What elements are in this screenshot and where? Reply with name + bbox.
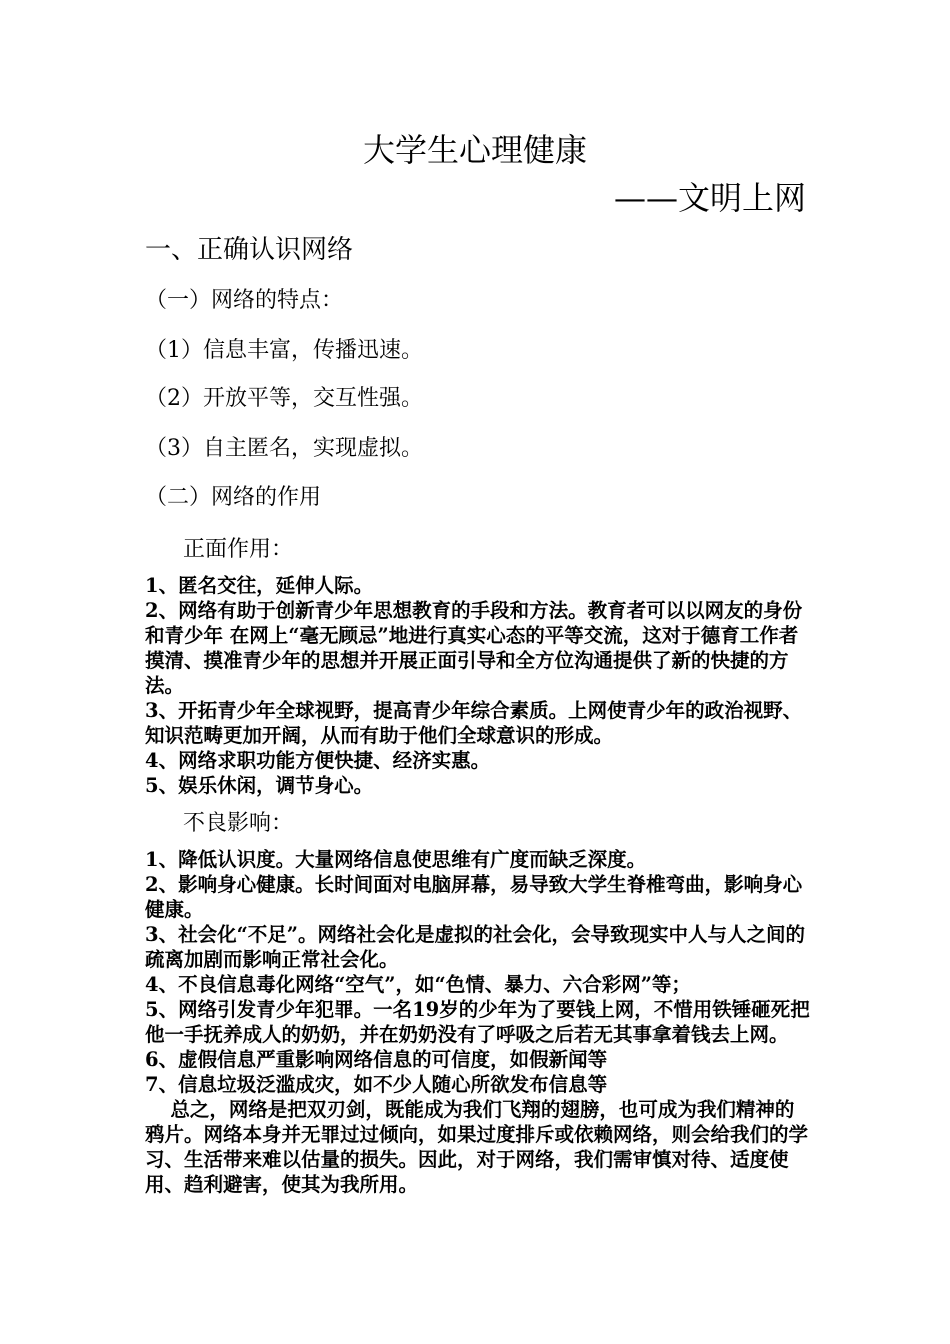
- feature-item: （1）信息丰富，传播迅速。: [145, 338, 423, 363]
- list-item: 5、娱乐休闲，调节身心。: [145, 774, 374, 797]
- section-heading: 一、正确认识网络: [145, 235, 354, 265]
- list-item: 3、社会化“不足”。网络社会化是虚拟的社会化，会导致现实中人与人之间的疏离加剧而影响正常社会化。: [145, 923, 806, 971]
- list-item: 3、开拓青少年全球视野，提高青少年综合素质。上网使青少年的政治视野、知识范畴更加开阔，从而有助于他们全球意识的形成。: [145, 699, 803, 747]
- positive-list: [145, 573, 813, 798]
- feature-item: （2）开放平等，交互性强。: [145, 386, 423, 411]
- feature-item: （3）自主匿名，实现虚拟。: [145, 436, 423, 461]
- list-item: 2、影响身心健康。长时间面对电脑屏幕，易导致大学生脊椎弯曲，影响身心健康。: [145, 873, 803, 921]
- positive-heading: 正面作用：: [183, 537, 294, 562]
- summary-paragraph: 总之，网络是把双刃剑，既能成为我们飞翔的翅膀，也可成为我们精神的鸦片。网络本身并无罪过过倾向，如果过度排斥或依赖网络，则会给我们的学习、生活带来难以估量的损失。因此，对于网络，我们需审慎对待、适度使用、趋利避害，使其为我所用。: [145, 1098, 809, 1196]
- list-item: 4、网络求职功能方便快捷、经济实惠。: [145, 749, 491, 772]
- role-heading: （二）网络的作用: [145, 485, 322, 510]
- negative-heading: 不良影响：: [183, 811, 294, 836]
- page-subtitle: ——文明上网: [613, 179, 806, 217]
- list-item: 1、降低认识度。大量网络信息使思维有广度而缺乏深度。: [145, 848, 647, 871]
- list-item: 5、网络引发青少年犯罪。一名19岁的少年为了要钱上网，不惜用铁锤砸死把他一手抚养成人的奶奶，并在奶奶没有了呼吸之后若无其事拿着钱去上网。: [145, 998, 810, 1046]
- features-heading: （一）网络的特点：: [145, 288, 344, 313]
- list-item: 6、虚假信息严重影响网络信息的可信度，如假新闻等: [145, 1048, 608, 1071]
- list-item: 2、网络有助于创新青少年思想教育的手段和方法。教育者可以以网友的身份和青少年 在网上“毫无顾忌”地进行真实心态的平等交流，这对于德育工作者摸清、摸准青少年的思想并开展正面引导和全方位沟通提供了新的快捷的方法。: [145, 599, 803, 697]
- list-item: 7、信息垃圾泛滥成灾，如不少人随心所欲发布信息等: [145, 1073, 608, 1096]
- list-item: 1、匿名交往，延伸人际。: [145, 574, 374, 597]
- page-title: 大学生心理健康: [362, 131, 587, 169]
- negative-list: [145, 847, 813, 1197]
- list-item: 4、不良信息毒化网络“空气”，如“色情、暴力、六合彩网”等；: [145, 973, 691, 996]
